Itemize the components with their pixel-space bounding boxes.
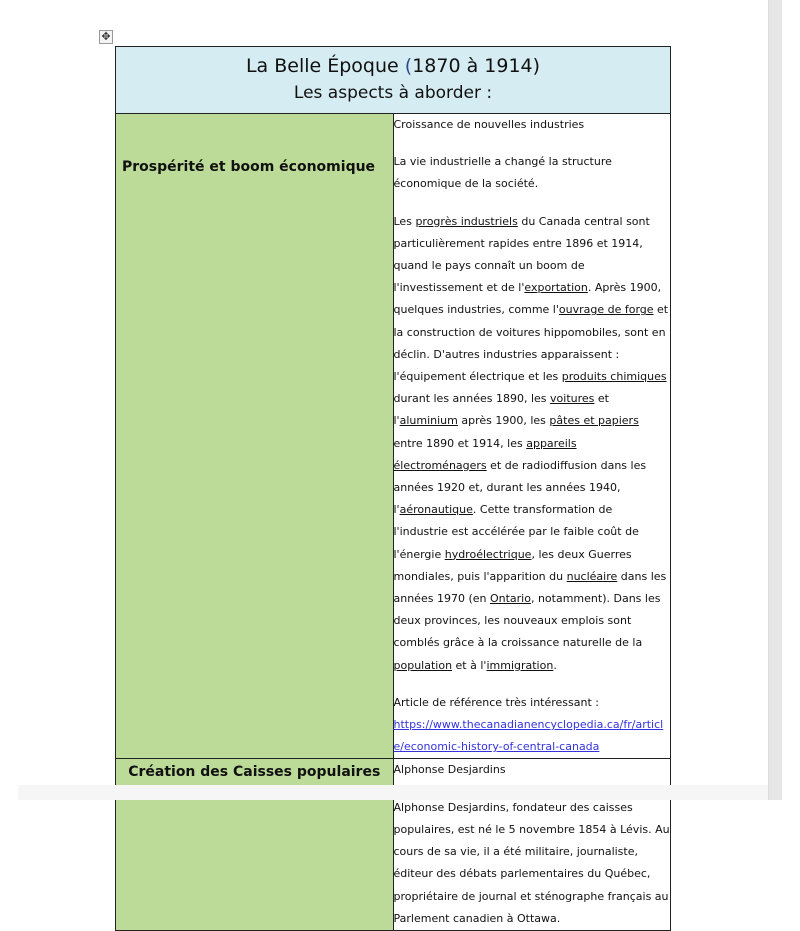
underlined-term: ouvrage de forge xyxy=(558,303,654,317)
underlined-term: appareils électroménagers xyxy=(393,436,577,472)
body-text-segment: durant les années 1890, les xyxy=(393,392,551,406)
body-text-segment: dans les années 1970 (en xyxy=(393,569,667,606)
underlined-term: produits chimiques xyxy=(561,370,667,384)
section-heading: Croissance de nouvelles industries xyxy=(393,118,585,131)
page-bottom-edge xyxy=(18,785,768,800)
body-text-segment: . Cette transformation de l'industrie est accélérée par le faible coût de l'énergie xyxy=(393,503,639,561)
section-heading: Alphonse Desjardins xyxy=(393,763,506,777)
underlined-term: pâtes et papiers xyxy=(549,414,639,428)
body-text-segment: , les deux Guerres mondiales, puis l'apparition du xyxy=(393,547,632,583)
body-paragraph: Alphonse Desjardins, fondateur des caisses populaires, est né le 5 novembre 1854 à Lévis. Au cours de sa vie, il a été militaire, journaliste, éditeur des débats parlementaires du Québec, propriétaire de journal et sténographe français au Parlement canadien à Ottawa. xyxy=(393,800,670,925)
body-text-segment: du Canada central sont particulièrement rapides entre 1896 et 1914, quand le pays connaît un boom de l'investissement et de l' xyxy=(393,214,650,295)
header-row xyxy=(116,47,671,114)
body-text-segment: . Après 1900, quelques industries, comme l' xyxy=(393,281,662,317)
document-title xyxy=(116,53,670,79)
underlined-term: progrès industriels xyxy=(415,214,518,228)
document-subtitle: Les aspects à aborder : xyxy=(293,83,493,103)
underlined-term: aéronautique xyxy=(399,503,473,517)
underlined-term: exportation xyxy=(524,281,588,295)
body-paragraph xyxy=(394,211,671,677)
title-paren-open: ( xyxy=(404,55,413,77)
underlined-term: immigration xyxy=(486,658,554,672)
body-text-segment: et de radiodiffusion dans les années 1920 et, durant les années 1940, l' xyxy=(393,458,647,517)
body-text-segment: Les xyxy=(393,214,416,228)
underlined-term: Ontario xyxy=(489,592,531,606)
title-years: 1870 à 1914 xyxy=(412,55,533,77)
reference-link[interactable]: https://www.thecanadianencyclopedia.ca/fr/article/economic-history-of-central-canada xyxy=(393,718,664,754)
vertical-scrollbar[interactable] xyxy=(768,0,782,800)
row-content-cell[interactable] xyxy=(393,114,671,759)
underlined-term: hydroélectrique xyxy=(444,547,532,561)
title-main: La Belle Époque xyxy=(245,55,405,77)
body-text-segment: et l' xyxy=(393,392,609,428)
row-label: Création des Caisses populaires xyxy=(128,764,381,781)
body-text-segment: . xyxy=(553,658,557,672)
row-label-cell xyxy=(116,114,394,759)
underlined-term: aluminium xyxy=(399,414,458,428)
underlined-term: population xyxy=(393,658,453,672)
table-move-handle-icon[interactable]: ✥ xyxy=(99,30,113,44)
table-row-prosperity xyxy=(116,114,671,759)
row-label: Prospérité et boom économique xyxy=(122,159,376,175)
intro-paragraph: La vie industrielle a changé la structure économique de la société. xyxy=(393,155,612,191)
underlined-term: nucléaire xyxy=(566,569,618,583)
title-paren-close: ) xyxy=(532,55,541,77)
underlined-term: voitures xyxy=(550,392,595,406)
header-cell xyxy=(116,47,671,114)
reference-label: Article de référence très intéressant : xyxy=(393,695,599,709)
body-text-segment: et la construction de voitures hippomobiles, sont en déclin. D'autres industries apparaissent : l'équipement électrique et les xyxy=(393,303,669,384)
body-text-segment: , notamment). Dans les deux provinces, les nouveaux emplois sont comblés grâce à la croissance naturelle de la xyxy=(393,592,661,650)
body-text-segment: entre 1890 et 1914, les xyxy=(393,436,527,450)
body-text-segment: après 1900, les xyxy=(457,414,550,428)
body-text-segment: et à l' xyxy=(452,658,487,672)
